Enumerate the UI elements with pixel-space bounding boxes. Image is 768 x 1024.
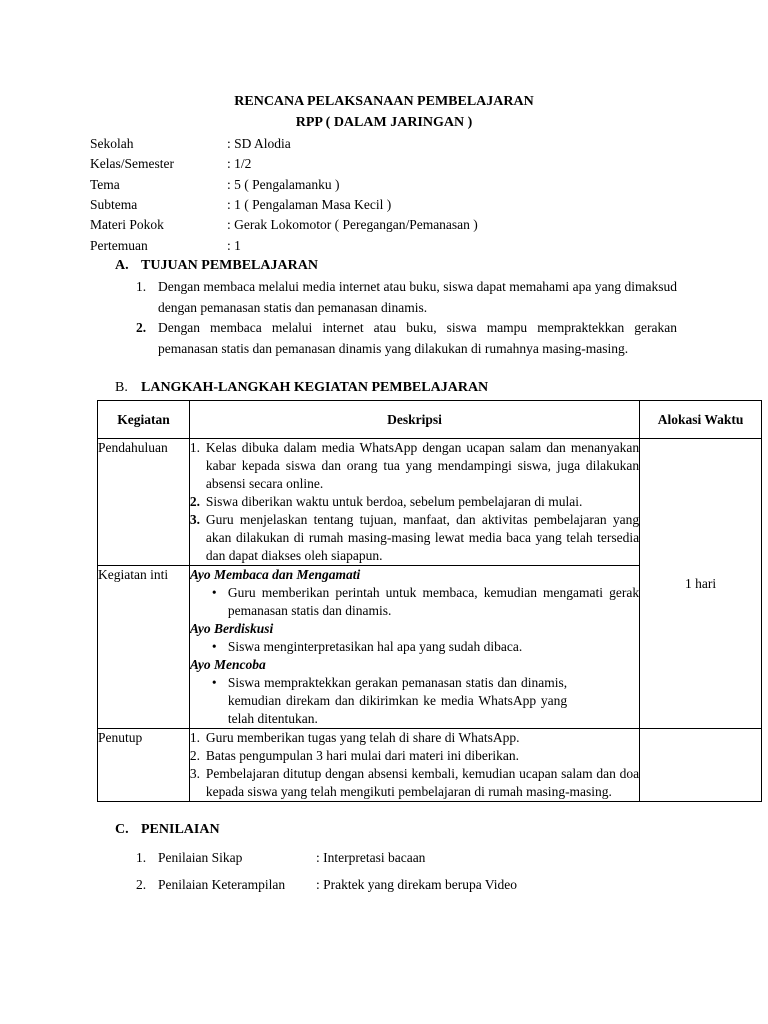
bullet-dot: • — [211, 585, 217, 600]
identity-value: : 1 — [227, 238, 241, 253]
assessment-value: : Interpretasi bacaan — [316, 850, 426, 865]
section-a-heading — [115, 258, 318, 274]
identity-value: : SD Alodia — [227, 136, 291, 151]
identity-value: : 1 ( Pengalaman Masa Kecil ) — [227, 197, 392, 212]
list-number: 1. — [189, 440, 201, 455]
row-label-penutup: Penutup — [98, 729, 190, 802]
list-number: 1. — [189, 730, 201, 745]
objective-number: 2. — [136, 320, 147, 335]
identity-label: Subtema — [90, 197, 138, 212]
list-text: Siswa mempraktekkan gerakan pemanasan statis dan dinamis, kemudian direkam dan dikirimkan ke media WhatsApp yang telah ditentukan. — [227, 675, 568, 726]
objective-text: Dengan membaca melalui media internet atau buku, siswa dapat memahami apa yang dimaksud dengan pemanasan statis dan pemanasan dinamis. — [158, 279, 677, 315]
assessment-value: : Praktek yang direkam berupa Video — [316, 877, 518, 892]
list-number: 3. — [189, 766, 201, 781]
section-b-heading — [115, 380, 488, 396]
identity-label: Sekolah — [90, 136, 134, 151]
list-number: 2. — [189, 494, 201, 509]
bullet-dot: • — [211, 639, 217, 654]
objective-text: Dengan membaca melalui internet atau buku, siswa mampu mempraktekkan gerakan pemanasan statis dan pemanasan dinamis yang dilakukan di rumahnya masing-masing. — [158, 320, 677, 356]
list-item — [190, 747, 639, 765]
activity-table — [97, 400, 762, 802]
table-row — [98, 439, 762, 566]
objective-item — [136, 318, 677, 359]
assessment-name: Penilaian Keterampilan — [158, 877, 286, 892]
section-title: LANGKAH-LANGKAH KEGIATAN PEMBELAJARAN — [141, 380, 489, 395]
header-kegiatan: Kegiatan — [98, 401, 190, 439]
assessment-number: 1. — [136, 850, 147, 865]
list-item — [190, 765, 639, 801]
section-c-heading — [115, 822, 220, 838]
list-number: 2. — [189, 748, 201, 763]
list-text: Kelas dibuka dalam media WhatsApp dengan ucapan salam dan menanyakan kabar kepada siswa dan orang tua yang mendampingi siswa, juga dilakukan absensi secara online. — [205, 440, 640, 491]
list-text: Pembelajaran ditutup dengan absensi kembali, kemudian ucapan salam dan doa kepada siswa yang telah mengikuti pembelajaran di rumah masing-masing. — [205, 766, 640, 799]
list-item — [190, 674, 639, 728]
table-row — [98, 729, 762, 802]
list-item — [190, 638, 639, 656]
bullet-dot: • — [211, 675, 217, 690]
ayo-mencoba-heading: Ayo Mencoba — [189, 657, 266, 672]
assessment-number: 2. — [136, 877, 147, 892]
list-item — [190, 439, 639, 493]
inti-description — [189, 566, 639, 729]
objective-number: 1. — [136, 279, 147, 294]
alokasi-waktu-cell: 1 hari — [640, 439, 762, 729]
identity-label: Pertemuan — [90, 238, 148, 253]
document-subtitle: RPP ( DALAM JARINGAN ) — [295, 115, 473, 130]
ayo-membaca-heading: Ayo Membaca dan Mengamati — [189, 567, 361, 582]
table-header-row — [98, 401, 762, 439]
identity-label: Tema — [90, 177, 120, 192]
document-title: RENCANA PELAKSANAAN PEMBELAJARAN — [234, 94, 534, 109]
section-title: TUJUAN PEMBELAJARAN — [141, 258, 318, 273]
list-item — [190, 584, 639, 620]
ayo-berdiskusi-heading: Ayo Berdiskusi — [189, 621, 274, 636]
identity-value: : 1/2 — [227, 156, 252, 171]
list-text: Siswa menginterpretasikan hal apa yang sudah dibaca. — [227, 639, 523, 654]
list-text: Siswa diberikan waktu untuk berdoa, sebelum pembelajaran di mulai. — [205, 494, 583, 509]
section-title: PENILAIAN — [141, 822, 220, 837]
list-text: Guru memberikan tugas yang telah di share di WhatsApp. — [205, 730, 520, 745]
objective-item — [136, 277, 677, 318]
identity-value: : Gerak Lokomotor ( Peregangan/Pemanasan ) — [227, 217, 478, 232]
penutup-description — [189, 729, 639, 802]
list-item — [190, 493, 639, 511]
identity-value: : 5 ( Pengalamanku ) — [227, 177, 340, 192]
header-deskripsi: Deskripsi — [189, 401, 639, 439]
header-alokasi: Alokasi Waktu — [640, 401, 762, 439]
row-label-pendahuluan: Pendahuluan — [98, 439, 190, 566]
list-item — [190, 729, 639, 747]
assessment-name: Penilaian Sikap — [158, 850, 243, 865]
identity-label: Kelas/Semester — [90, 156, 174, 171]
list-number: 3. — [189, 512, 201, 527]
section-letter: C. — [115, 822, 129, 837]
penutup-alokasi-cell — [640, 729, 762, 802]
pendahuluan-description — [189, 439, 639, 566]
list-item — [190, 511, 639, 565]
section-letter: A. — [115, 258, 129, 273]
identity-label: Materi Pokok — [90, 217, 164, 232]
list-text: Batas pengumpulan 3 hari mulai dari materi ini diberikan. — [205, 748, 519, 763]
list-text: Guru menjelaskan tentang tujuan, manfaat, dan aktivitas pembelajaran yang akan dilakukan di rumah masing-masing lewat media baca yang telah tersedia dan dapat diakses oleh siapapun. — [205, 512, 640, 563]
row-label-kegiatan-inti: Kegiatan inti — [98, 566, 190, 729]
section-letter: B. — [115, 380, 128, 395]
list-text: Guru memberikan perintah untuk membaca, kemudian mengamati gerak pemanasan statis dan dinamis. — [227, 585, 640, 618]
